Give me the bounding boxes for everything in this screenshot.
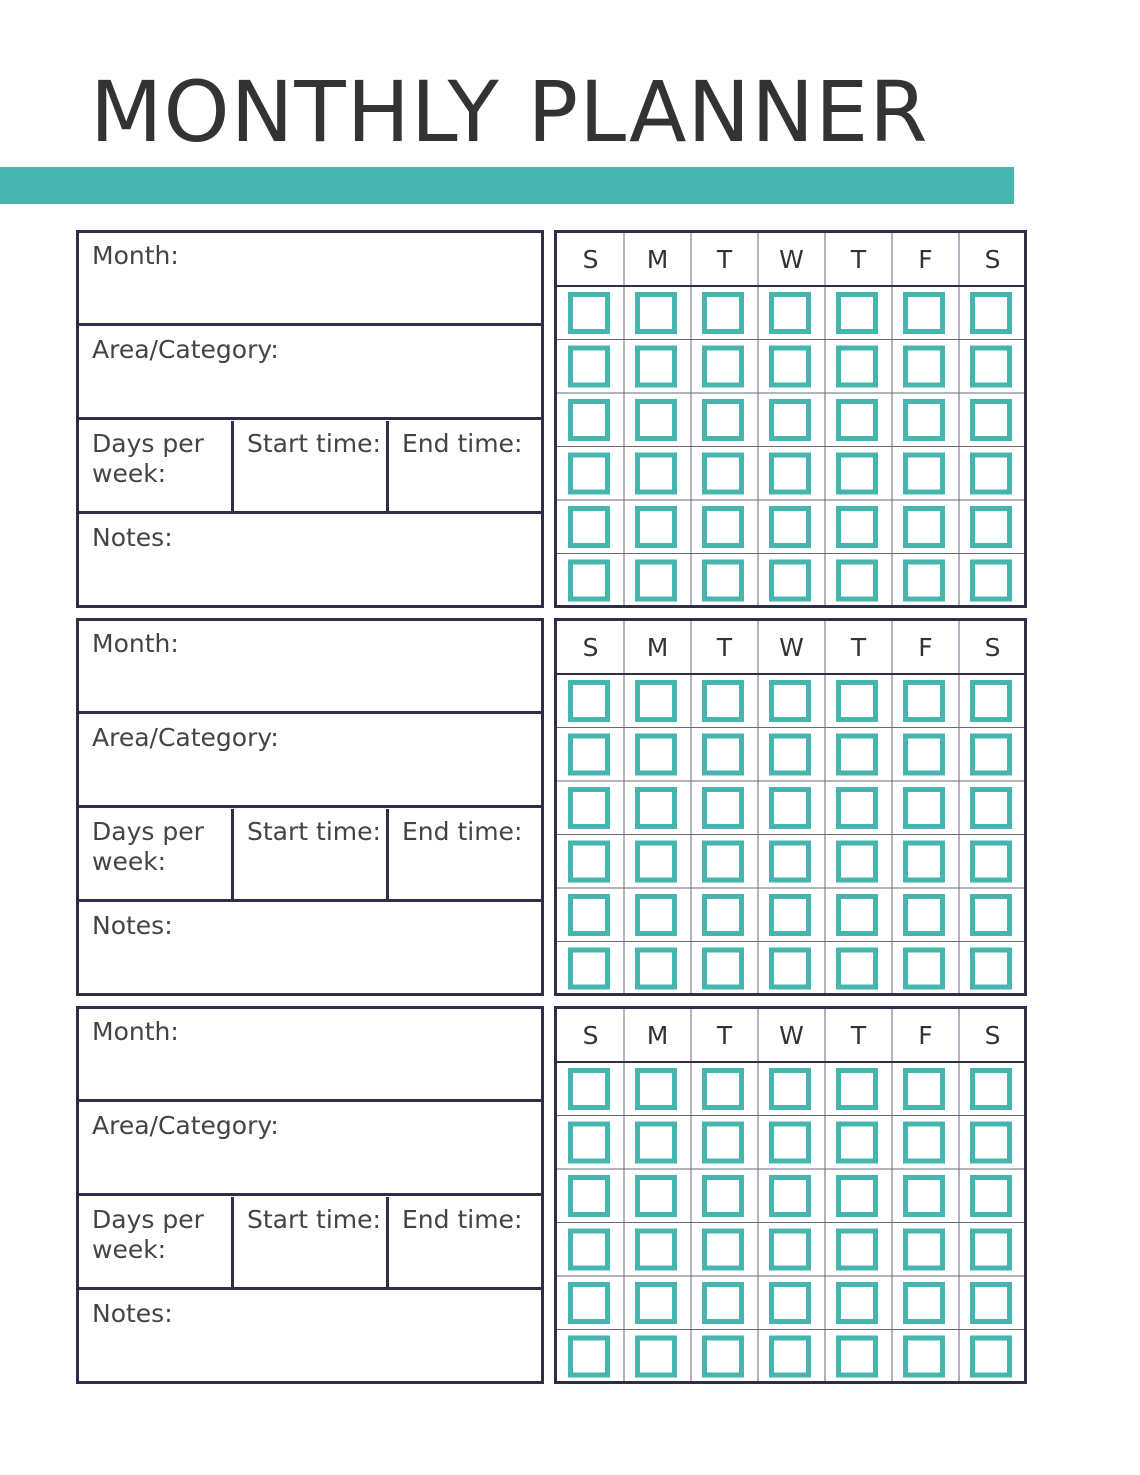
day-checkbox[interactable] [638, 1178, 675, 1215]
day-checkbox[interactable] [973, 562, 1010, 599]
day-checkbox[interactable] [906, 1071, 943, 1108]
day-checkbox[interactable] [772, 897, 809, 934]
page-title: MONTHLY PLANNER [90, 63, 929, 161]
day-checkbox[interactable] [705, 455, 742, 492]
planner-block [0, 230, 1140, 608]
day-checkbox[interactable] [973, 1178, 1010, 1215]
weekday-header: T [850, 245, 867, 274]
start-time-label: Start time: [247, 1205, 381, 1234]
day-checkbox[interactable] [772, 402, 809, 439]
day-checkbox[interactable] [705, 790, 742, 827]
day-checkbox[interactable] [973, 790, 1010, 827]
weekday-header: S [984, 1021, 1001, 1050]
weekday-header: F [918, 1021, 933, 1050]
month-label: Month: [92, 629, 179, 658]
weekday-header: T [850, 1021, 867, 1050]
day-checkbox[interactable] [638, 950, 675, 987]
day-checkbox[interactable] [839, 1231, 876, 1268]
day-checkbox[interactable] [906, 897, 943, 934]
day-checkbox[interactable] [839, 1124, 876, 1161]
day-checkbox[interactable] [705, 562, 742, 599]
day-checkbox[interactable] [839, 562, 876, 599]
planner-block [0, 618, 1140, 996]
area-category-field[interactable] [79, 1103, 541, 1196]
day-checkbox[interactable] [973, 950, 1010, 987]
day-checkbox[interactable] [638, 1285, 675, 1322]
day-checkbox[interactable] [973, 843, 1010, 880]
day-checkbox[interactable] [571, 402, 608, 439]
day-checkbox[interactable] [906, 790, 943, 827]
schedule-row [79, 1197, 541, 1290]
day-checkbox[interactable] [571, 1071, 608, 1108]
day-checkbox[interactable] [973, 295, 1010, 332]
info-panel [76, 618, 544, 996]
day-checkbox[interactable] [705, 1071, 742, 1108]
end-time-field[interactable] [389, 1197, 541, 1287]
day-checkbox[interactable] [906, 1338, 943, 1375]
day-checkbox[interactable] [705, 348, 742, 385]
day-checkbox[interactable] [705, 509, 742, 546]
day-checkbox[interactable] [638, 348, 675, 385]
weekday-header: W [779, 1021, 804, 1050]
days-per-week-field[interactable] [79, 809, 234, 899]
day-checkbox[interactable] [638, 1338, 675, 1375]
day-checkbox[interactable] [772, 1071, 809, 1108]
day-checkbox[interactable] [571, 562, 608, 599]
day-checkbox[interactable] [906, 509, 943, 546]
day-checkbox[interactable] [638, 509, 675, 546]
day-checkbox[interactable] [571, 1178, 608, 1215]
day-checkbox[interactable] [638, 683, 675, 720]
day-checkbox[interactable] [772, 790, 809, 827]
day-checkbox[interactable] [571, 348, 608, 385]
day-checkbox[interactable] [772, 1178, 809, 1215]
day-checkbox[interactable] [705, 1178, 742, 1215]
day-checkbox[interactable] [839, 295, 876, 332]
day-checkbox[interactable] [839, 1178, 876, 1215]
day-checkbox[interactable] [638, 402, 675, 439]
day-checkbox[interactable] [906, 1285, 943, 1322]
day-checkbox[interactable] [839, 402, 876, 439]
day-checkbox[interactable] [906, 455, 943, 492]
day-checkbox[interactable] [906, 1178, 943, 1215]
accent-bar [0, 167, 1014, 204]
day-checkbox[interactable] [973, 1338, 1010, 1375]
month-field[interactable] [79, 621, 541, 714]
day-checkbox[interactable] [772, 1285, 809, 1322]
day-checkbox[interactable] [638, 1124, 675, 1161]
day-checkbox[interactable] [973, 402, 1010, 439]
day-checkbox[interactable] [571, 683, 608, 720]
month-label: Month: [92, 241, 179, 270]
month-field[interactable] [79, 233, 541, 326]
weekday-header: T [716, 633, 733, 662]
day-checkbox[interactable] [772, 843, 809, 880]
day-checkbox[interactable] [973, 348, 1010, 385]
day-checkbox[interactable] [571, 1231, 608, 1268]
day-checkbox[interactable] [772, 1338, 809, 1375]
notes-field[interactable] [79, 515, 541, 605]
day-checkbox[interactable] [839, 1071, 876, 1108]
day-checkbox[interactable] [839, 790, 876, 827]
weekday-header: S [582, 245, 599, 274]
habit-calendar-grid [554, 618, 1027, 996]
end-time-label: End time: [402, 429, 523, 458]
day-checkbox[interactable] [772, 1124, 809, 1161]
area-category-label: Area/Category: [92, 723, 279, 752]
day-checkbox[interactable] [705, 1338, 742, 1375]
day-checkbox[interactable] [571, 295, 608, 332]
day-checkbox[interactable] [973, 1285, 1010, 1322]
day-checkbox[interactable] [772, 455, 809, 492]
day-checkbox[interactable] [772, 295, 809, 332]
day-checkbox[interactable] [638, 1231, 675, 1268]
day-checkbox[interactable] [839, 1338, 876, 1375]
days-per-week-label: Days per week: [92, 1205, 204, 1264]
weekday-header: M [646, 245, 669, 274]
day-checkbox[interactable] [839, 348, 876, 385]
weekday-header: S [582, 633, 599, 662]
days-per-week-field[interactable] [79, 1197, 234, 1287]
grid-lines [557, 1009, 1024, 1381]
end-time-label: End time: [402, 1205, 523, 1234]
day-checkbox[interactable] [906, 562, 943, 599]
day-checkbox[interactable] [906, 402, 943, 439]
day-checkbox[interactable] [772, 1231, 809, 1268]
start-time-field[interactable] [234, 1197, 389, 1287]
area-category-field[interactable] [79, 715, 541, 808]
day-checkbox[interactable] [839, 843, 876, 880]
day-checkbox[interactable] [571, 950, 608, 987]
info-panel [76, 1006, 544, 1384]
notes-field[interactable] [79, 903, 541, 993]
start-time-label: Start time: [247, 817, 381, 846]
day-checkbox[interactable] [906, 683, 943, 720]
habit-calendar-grid [554, 230, 1027, 608]
end-time-field[interactable] [389, 421, 541, 511]
day-checkbox[interactable] [705, 295, 742, 332]
day-checkbox[interactable] [705, 1124, 742, 1161]
day-checkbox[interactable] [638, 843, 675, 880]
day-checkbox[interactable] [571, 509, 608, 546]
day-checkbox[interactable] [906, 736, 943, 773]
weekday-header: M [646, 1021, 669, 1050]
area-category-field[interactable] [79, 327, 541, 420]
day-checkbox[interactable] [973, 736, 1010, 773]
day-checkbox[interactable] [906, 843, 943, 880]
day-checkbox[interactable] [571, 1124, 608, 1161]
start-time-field[interactable] [234, 809, 389, 899]
day-checkbox[interactable] [973, 683, 1010, 720]
day-checkbox[interactable] [638, 562, 675, 599]
days-per-week-label: Days per week: [92, 817, 204, 876]
day-checkbox[interactable] [906, 1231, 943, 1268]
day-checkbox[interactable] [705, 402, 742, 439]
weekday-header: W [779, 245, 804, 274]
day-checkbox[interactable] [571, 1285, 608, 1322]
day-checkbox[interactable] [839, 950, 876, 987]
info-panel [76, 230, 544, 608]
day-checkbox[interactable] [772, 509, 809, 546]
area-category-label: Area/Category: [92, 335, 279, 364]
day-checkbox[interactable] [638, 1071, 675, 1108]
day-checkbox[interactable] [772, 736, 809, 773]
start-time-field[interactable] [234, 421, 389, 511]
planner-block [0, 1006, 1140, 1384]
weekday-header: S [984, 245, 1001, 274]
weekday-header: W [779, 633, 804, 662]
day-checkbox[interactable] [839, 455, 876, 492]
start-time-label: Start time: [247, 429, 381, 458]
end-time-field[interactable] [389, 809, 541, 899]
day-checkbox[interactable] [839, 683, 876, 720]
month-label: Month: [92, 1017, 179, 1046]
day-checkbox[interactable] [906, 1124, 943, 1161]
schedule-row [79, 421, 541, 514]
weekday-header: M [646, 633, 669, 662]
weekday-header: S [984, 633, 1001, 662]
day-checkbox[interactable] [571, 897, 608, 934]
day-checkbox[interactable] [705, 843, 742, 880]
day-checkbox[interactable] [571, 843, 608, 880]
day-checkbox[interactable] [839, 1285, 876, 1322]
day-checkbox[interactable] [772, 348, 809, 385]
day-checkbox[interactable] [571, 790, 608, 827]
days-per-week-field[interactable] [79, 421, 234, 511]
day-checkbox[interactable] [772, 950, 809, 987]
weekday-header: S [582, 1021, 599, 1050]
day-checkbox[interactable] [705, 1285, 742, 1322]
day-checkbox[interactable] [705, 950, 742, 987]
weekday-header: T [850, 633, 867, 662]
day-checkbox[interactable] [973, 1124, 1010, 1161]
day-checkbox[interactable] [705, 736, 742, 773]
end-time-label: End time: [402, 817, 523, 846]
day-checkbox[interactable] [571, 455, 608, 492]
day-checkbox[interactable] [705, 1231, 742, 1268]
day-checkbox[interactable] [772, 562, 809, 599]
grid-lines [557, 621, 1024, 993]
weekday-header: T [716, 1021, 733, 1050]
month-field[interactable] [79, 1009, 541, 1102]
weekday-header: T [716, 245, 733, 274]
day-checkbox[interactable] [906, 295, 943, 332]
habit-calendar-grid [554, 1006, 1027, 1384]
days-per-week-label: Days per week: [92, 429, 204, 488]
day-checkbox[interactable] [906, 950, 943, 987]
day-checkbox[interactable] [839, 509, 876, 546]
day-checkbox[interactable] [839, 736, 876, 773]
day-checkbox[interactable] [906, 348, 943, 385]
notes-field[interactable] [79, 1291, 541, 1381]
schedule-row [79, 809, 541, 902]
day-checkbox[interactable] [973, 455, 1010, 492]
weekday-header: F [918, 245, 933, 274]
area-category-label: Area/Category: [92, 1111, 279, 1140]
day-checkbox[interactable] [772, 683, 809, 720]
notes-label: Notes: [92, 523, 173, 552]
day-checkbox[interactable] [571, 1338, 608, 1375]
day-checkbox[interactable] [638, 790, 675, 827]
notes-label: Notes: [92, 1299, 173, 1328]
day-checkbox[interactable] [638, 897, 675, 934]
day-checkbox[interactable] [973, 897, 1010, 934]
notes-label: Notes: [92, 911, 173, 940]
day-checkbox[interactable] [973, 1231, 1010, 1268]
weekday-header: F [918, 633, 933, 662]
day-checkbox[interactable] [638, 295, 675, 332]
day-checkbox[interactable] [638, 455, 675, 492]
day-checkbox[interactable] [973, 509, 1010, 546]
day-checkbox[interactable] [705, 897, 742, 934]
day-checkbox[interactable] [705, 683, 742, 720]
day-checkbox[interactable] [973, 1071, 1010, 1108]
day-checkbox[interactable] [839, 897, 876, 934]
day-checkbox[interactable] [571, 736, 608, 773]
day-checkbox[interactable] [638, 736, 675, 773]
grid-lines [557, 233, 1024, 605]
